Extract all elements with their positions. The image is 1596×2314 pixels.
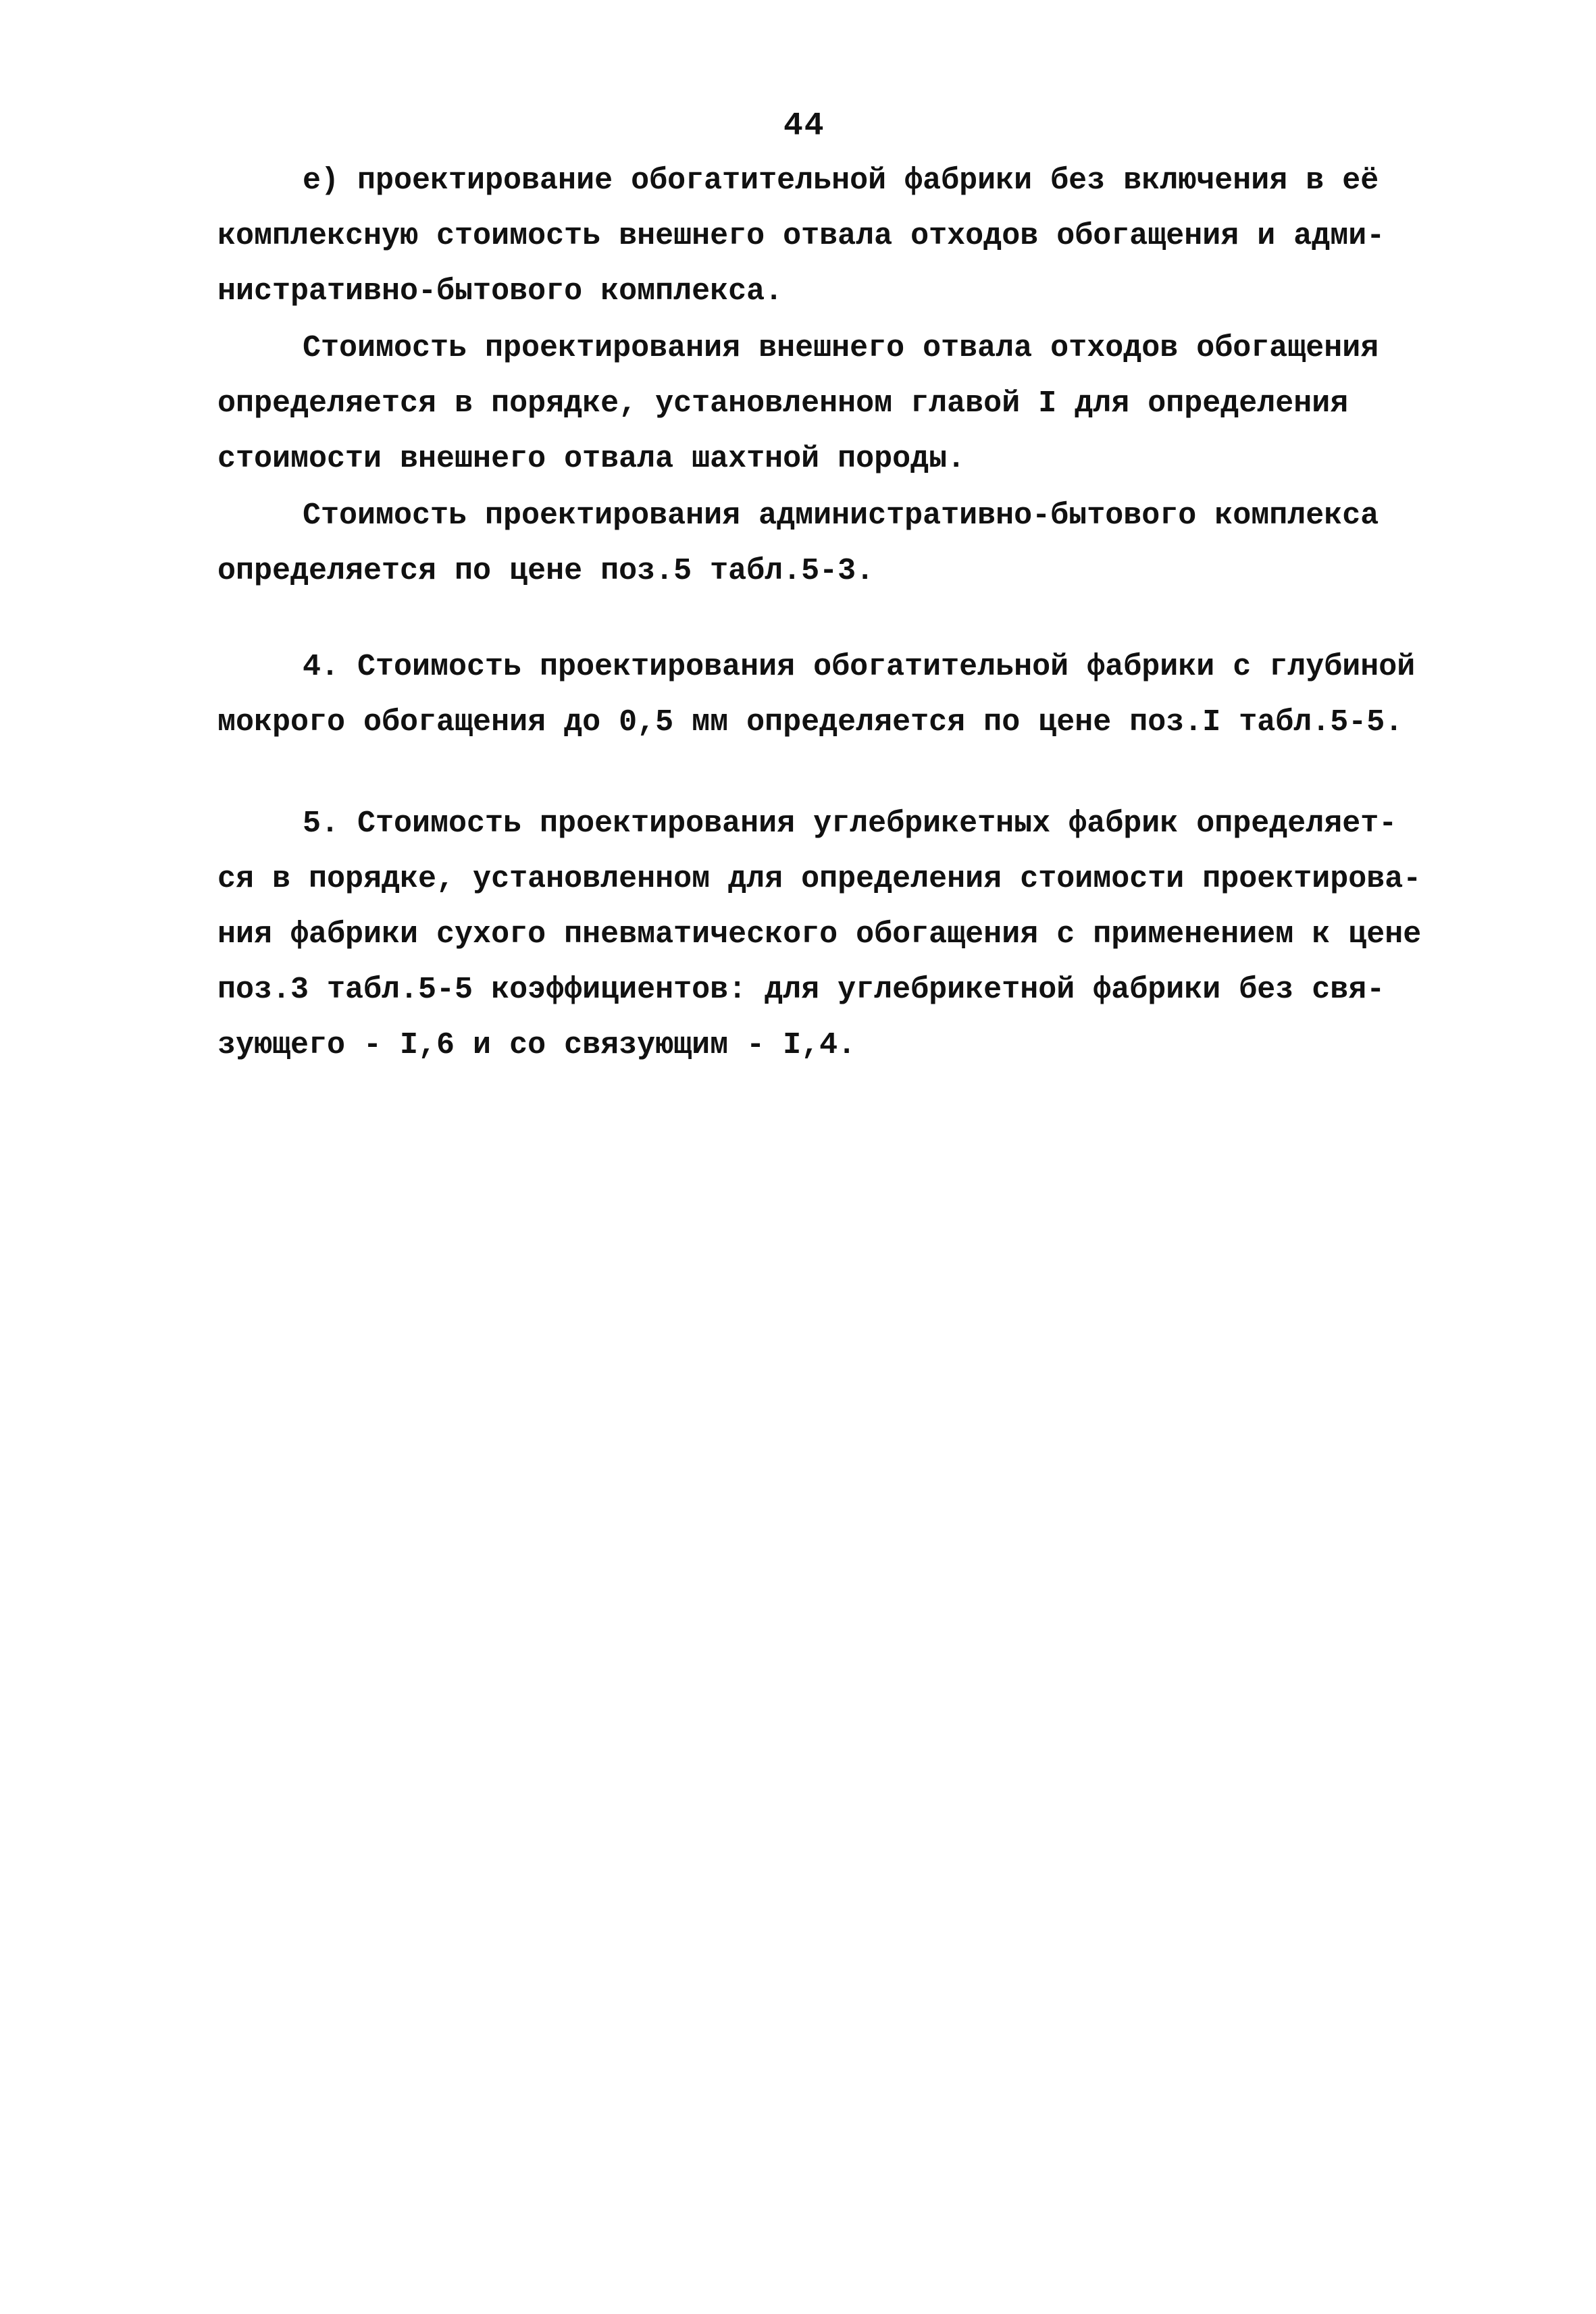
text-line: определяется в порядке, установленном главой I для определения bbox=[217, 386, 1349, 421]
text-line: поз.3 табл.5-5 коэффициентов: для углебрикетной фабрики без свя- bbox=[217, 973, 1385, 1007]
text-line: 5. Стоимость проектирования углебрикетных фабрик определяет- bbox=[303, 806, 1397, 841]
text-line: комплексную стоимость внешнего отвала отходов обогащения и адми- bbox=[217, 219, 1385, 253]
text-line: ся в порядке, установленном для определения стоимости проектирова- bbox=[217, 862, 1422, 896]
text-line: ния фабрики сухого пневматического обогащения с применением к цене bbox=[217, 917, 1422, 952]
text-line: нистративно-бытового комплекса. bbox=[217, 274, 783, 309]
text-line: стоимости внешнего отвала шахтной породы. bbox=[217, 442, 966, 476]
text-line: Стоимость проектирования внешнего отвала отходов обогащения bbox=[303, 331, 1379, 365]
text-line: зующего - I,6 и со связующим - I,4. bbox=[217, 1028, 856, 1062]
text-line: е) проектирование обогатительной фабрики без включения в её bbox=[303, 163, 1379, 198]
text-line: 4. Стоимость проектирования обогатительной фабрики с глубиной bbox=[303, 650, 1416, 684]
text-line: Стоимость проектирования административно-бытового комплекса bbox=[303, 498, 1379, 533]
page-number: 44 bbox=[783, 108, 825, 145]
text-line: определяется по цене поз.5 табл.5-3. bbox=[217, 554, 875, 588]
text-line: мокрого обогащения до 0,5 мм определяется по цене поз.I табл.5-5. bbox=[217, 705, 1404, 740]
